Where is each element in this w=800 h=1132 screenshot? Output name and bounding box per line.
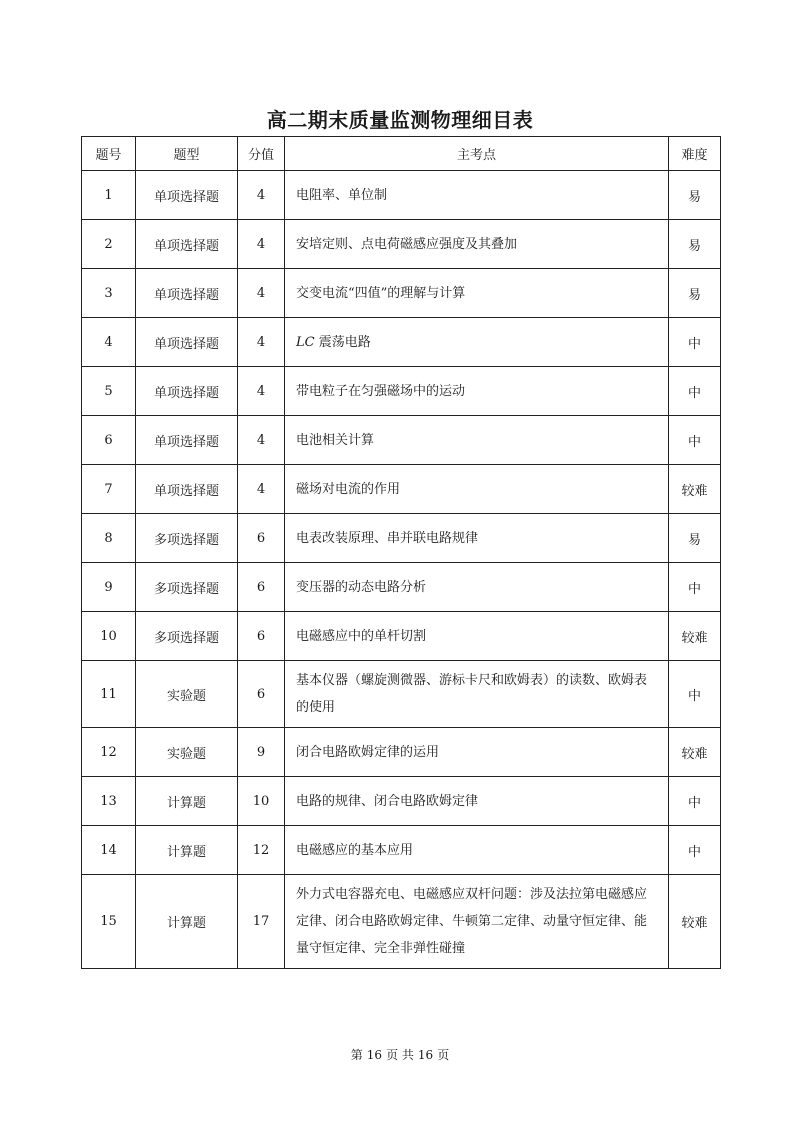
cell-type: 实验题 [136, 661, 238, 728]
cell-type: 单项选择题 [136, 220, 238, 269]
cell-topic: 基本仪器（螺旋测微器、游标卡尺和欧姆表）的读数、欧姆表的使用 [285, 661, 669, 728]
table-row [82, 171, 721, 220]
cell-type: 计算题 [136, 875, 238, 969]
footer-prefix: 第 [350, 1048, 363, 1062]
cell-difficulty: 中 [669, 367, 721, 416]
table-header-row [82, 137, 721, 171]
table-row [82, 777, 721, 826]
cell-no: 7 [82, 465, 136, 514]
page-title: 高二期末质量监测物理细目表 [266, 108, 534, 132]
cell-no: 2 [82, 220, 136, 269]
table-row [82, 514, 721, 563]
cell-topic: 带电粒子在匀强磁场中的运动 [285, 367, 669, 416]
cell-topic: 电阻率、单位制 [285, 171, 669, 220]
cell-type: 单项选择题 [136, 367, 238, 416]
page-footer [0, 1046, 800, 1063]
cell-type: 多项选择题 [136, 514, 238, 563]
cell-score: 6 [238, 563, 285, 612]
cell-type: 实验题 [136, 728, 238, 777]
cell-difficulty: 中 [669, 563, 721, 612]
cell-no: 9 [82, 563, 136, 612]
cell-score: 4 [238, 465, 285, 514]
cell-no: 4 [82, 318, 136, 367]
cell-difficulty: 中 [669, 661, 721, 728]
header-type: 题型 [136, 137, 238, 171]
cell-topic: 变压器的动态电路分析 [285, 563, 669, 612]
table-row [82, 465, 721, 514]
table-row [82, 728, 721, 777]
cell-no: 15 [82, 875, 136, 969]
cell-no: 6 [82, 416, 136, 465]
cell-topic: 外力式电容器充电、电磁感应双杆问题：涉及法拉第电磁感应定律、闭合电路欧姆定律、牛顿第二定律、动量守恒定律、能量守恒定律、完全非弹性碰撞 [285, 875, 669, 969]
cell-type: 多项选择题 [136, 612, 238, 661]
cell-topic: 安培定则、点电荷磁感应强度及其叠加 [285, 220, 669, 269]
cell-difficulty: 易 [669, 171, 721, 220]
cell-type: 单项选择题 [136, 171, 238, 220]
table-row [82, 563, 721, 612]
cell-difficulty: 较难 [669, 728, 721, 777]
cell-score: 4 [238, 318, 285, 367]
cell-no: 1 [82, 171, 136, 220]
footer-total-pages: 16 [417, 1048, 434, 1062]
table-row [82, 220, 721, 269]
cell-topic: 电表改装原理、串并联电路规律 [285, 514, 669, 563]
cell-topic: 电路的规律、闭合电路欧姆定律 [285, 777, 669, 826]
cell-no: 5 [82, 367, 136, 416]
cell-topic [285, 318, 669, 367]
header-no: 题号 [82, 137, 136, 171]
cell-difficulty: 较难 [669, 875, 721, 969]
cell-type: 单项选择题 [136, 465, 238, 514]
cell-difficulty: 中 [669, 826, 721, 875]
table-row [82, 416, 721, 465]
cell-topic: 电磁感应中的单杆切割 [285, 612, 669, 661]
cell-type: 多项选择题 [136, 563, 238, 612]
cell-difficulty: 中 [669, 777, 721, 826]
cell-difficulty: 易 [669, 220, 721, 269]
cell-no: 3 [82, 269, 136, 318]
cell-score: 4 [238, 171, 285, 220]
cell-score: 4 [238, 269, 285, 318]
cell-difficulty: 易 [669, 514, 721, 563]
cell-type: 单项选择题 [136, 269, 238, 318]
cell-score: 6 [238, 661, 285, 728]
cell-score: 4 [238, 220, 285, 269]
header-score: 分值 [238, 137, 285, 171]
cell-score: 4 [238, 367, 285, 416]
header-topic: 主考点 [285, 137, 669, 171]
cell-score: 4 [238, 416, 285, 465]
cell-topic: 电池相关计算 [285, 416, 669, 465]
cell-score: 12 [238, 826, 285, 875]
cell-score: 6 [238, 612, 285, 661]
cell-difficulty: 中 [669, 318, 721, 367]
table-row [82, 826, 721, 875]
topic-text: 震荡电路 [318, 334, 371, 350]
cell-score: 9 [238, 728, 285, 777]
footer-suffix: 页 [437, 1048, 450, 1062]
cell-no: 13 [82, 777, 136, 826]
cell-type: 计算题 [136, 777, 238, 826]
cell-difficulty: 较难 [669, 465, 721, 514]
cell-difficulty: 易 [669, 269, 721, 318]
spec-table [81, 136, 721, 969]
cell-score: 6 [238, 514, 285, 563]
cell-topic: 交变电流“四值”的理解与计算 [285, 269, 669, 318]
cell-no: 12 [82, 728, 136, 777]
header-difficulty: 难度 [669, 137, 721, 171]
table-row [82, 318, 721, 367]
cell-type: 计算题 [136, 826, 238, 875]
cell-difficulty: 中 [669, 416, 721, 465]
footer-mid: 页 共 [386, 1048, 414, 1062]
cell-topic: 电磁感应的基本应用 [285, 826, 669, 875]
footer-current-page: 16 [366, 1048, 383, 1062]
cell-no: 10 [82, 612, 136, 661]
cell-no: 11 [82, 661, 136, 728]
table-row [82, 367, 721, 416]
topic-lc-prefix: LC [296, 334, 315, 350]
cell-difficulty: 较难 [669, 612, 721, 661]
table-row [82, 875, 721, 969]
cell-type: 单项选择题 [136, 318, 238, 367]
cell-no: 8 [82, 514, 136, 563]
table-row [82, 661, 721, 728]
cell-type: 单项选择题 [136, 416, 238, 465]
cell-no: 14 [82, 826, 136, 875]
table-row [82, 269, 721, 318]
cell-topic: 磁场对电流的作用 [285, 465, 669, 514]
cell-score: 10 [238, 777, 285, 826]
cell-topic: 闭合电路欧姆定律的运用 [285, 728, 669, 777]
cell-score: 17 [238, 875, 285, 969]
table-row [82, 612, 721, 661]
